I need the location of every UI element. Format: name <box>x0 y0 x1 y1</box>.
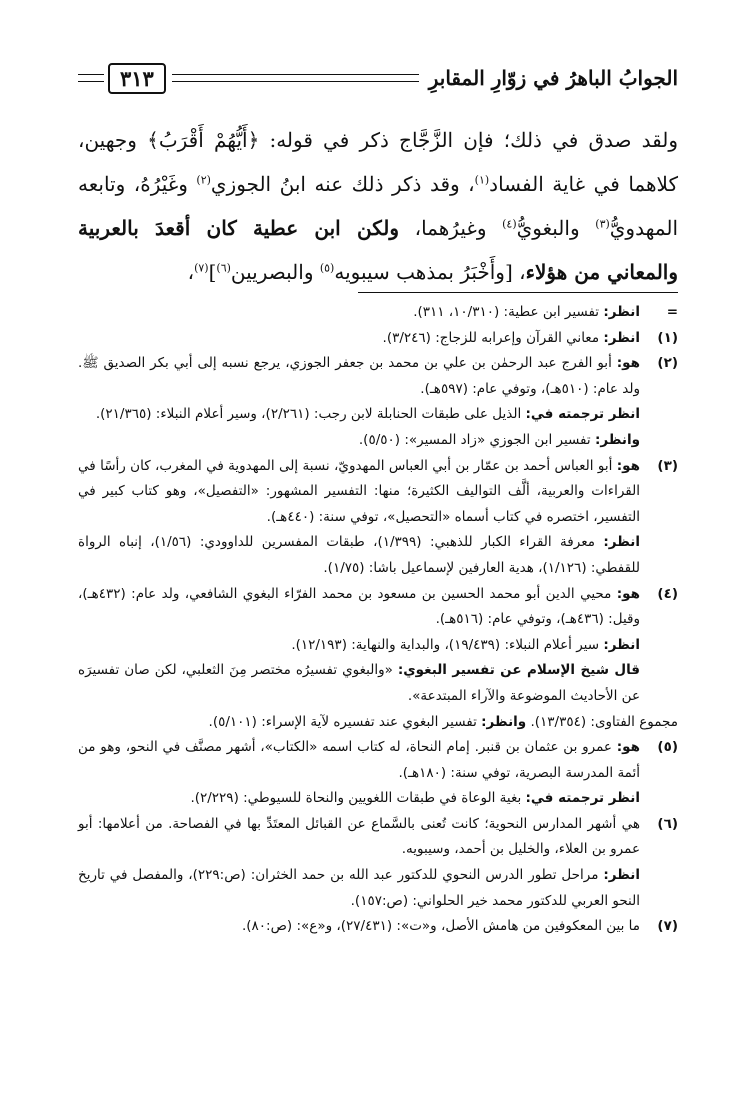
footnote-text: عمرو بن عثمان بن قنبر. إمام النحاة، له كتاب اسمه «الكتاب»، أشهر مصنَّف في النحو، وهو من أئمة المدرسة البصرية، توفي سنة: (١٨٠هـ). <box>78 739 640 781</box>
footnote-label: انظر: <box>603 534 640 551</box>
footnote-label: انظر: <box>603 636 640 653</box>
footnote-label: انظر ترجمته في: <box>525 406 640 423</box>
running-title: الجوابُ الباهرُ في زوّارِ المقابرِ <box>428 66 678 90</box>
main-text-segment: ، وقد ذكر ذلك عنه ابنُ الجوزي <box>210 172 475 196</box>
footnote-number: (٥) <box>657 739 678 756</box>
main-text-segment: وغيرُهما، <box>399 216 503 240</box>
footnote-label: هو: <box>616 739 640 756</box>
footnote-ref[interactable]: (٦) <box>216 261 231 275</box>
main-text-segment: ، <box>187 260 195 284</box>
footnote-label: انظر: <box>603 867 641 884</box>
footnote-text: «والبغوي تفسيرُه مختصر مِنَ الثعلبي، لكن صان تفسيرَه عن الأحاديث الموضوعة والآراء المبتدعة». <box>78 662 640 704</box>
footnote-text: معرفة القراء الكبار للذهبي: (١/٣٩٩)، طبقات المفسرين للداوودي: (١/٥٦)، إنباه الرواة للقفطي: (١/١٢٦)، هدية العارفين لإسماعيل باشا: (١/٧٥). <box>78 534 640 576</box>
footnote-2 <box>78 351 678 453</box>
footnote-number: (٧) <box>657 918 678 935</box>
footnotes <box>78 300 678 940</box>
footnote-ref[interactable]: (١) <box>474 173 490 187</box>
footnote-text: معاني القرآن وإعرابه للزجاج: (٣/٢٤٦). <box>382 329 604 346</box>
footnote-7 <box>78 914 678 940</box>
footnote-number: (٦) <box>657 815 678 832</box>
footnote-body <box>78 914 640 940</box>
footnote-body <box>78 300 640 326</box>
footnote-label: انظر: <box>603 304 640 320</box>
footnote-label: هو: <box>616 355 640 372</box>
footnote-number: (٣) <box>657 457 678 474</box>
footnote-body <box>78 454 640 582</box>
main-text <box>78 118 678 294</box>
footnote-text: بغية الوعاة في طبقات اللغويين والنحاة للسيوطي: (٢/٢٢٩). <box>190 790 526 807</box>
main-text-bold: ولكن ابن عطية كان أقعدَ بالعربية والمعاني من هؤلاء <box>78 216 678 284</box>
footnote-body <box>78 735 640 812</box>
footnote-text: ما بين المعكوفين من هامش الأصل، و«ت»: (٢٧/٤٣١)، و«ع»: (ص:٨٠). <box>241 918 640 935</box>
main-text-segment: والبصريين <box>230 260 320 284</box>
footnote-label: وانظر: <box>594 431 640 448</box>
footnote-ref[interactable]: (٥) <box>319 261 335 275</box>
footnote-body <box>78 710 678 736</box>
footnote-text: محيي الدين أبو محمد الحسين بن مسعود بن محمد الفرّاء البغوي الشافعي، ولد عام: (٤٣٢هـ)، وقيل: (٤٣٦هـ)، وتوفي عام: (٥١٦هـ). <box>78 585 640 628</box>
footnote-4 <box>78 582 678 710</box>
footnote-number: (١) <box>657 329 678 346</box>
header-rule <box>172 74 419 82</box>
footnote-body <box>78 582 640 710</box>
footnote-text: الذيل على طبقات الحنابلة لابن رجب: (٢/٢٦١)، وسير أعلام النبلاء: (٢١/٣٦٥). <box>95 406 526 423</box>
footnote-ref[interactable]: (٧) <box>194 261 209 275</box>
footnote-text: أبو الفرج عبد الرحمٰن بن علي بن محمد بن جعفر الجوزي، يرجع نسبه إلى أبي بكر الصديق ﷺ. ولد عام: (٥١٠هـ)، وتوفي عام: (٥٩٧هـ). <box>78 355 640 397</box>
footnote-body <box>78 351 640 453</box>
footnote-1 <box>78 326 678 352</box>
footnote-label: انظر: <box>603 329 640 346</box>
footnote-number: (٢) <box>657 355 678 372</box>
footnote-label: هو: <box>616 585 640 602</box>
footnote-ref[interactable]: (٣) <box>595 217 610 231</box>
footnote-3 <box>78 454 678 582</box>
footnote-ref[interactable]: (٢) <box>196 173 211 187</box>
footnote-continuation <box>78 300 678 326</box>
main-text-segment: والبغويُّ <box>516 216 596 240</box>
footnote-body <box>78 326 640 352</box>
footnote-6 <box>78 812 678 914</box>
page-header <box>78 58 678 98</box>
page-number: ٣١٣ <box>108 63 166 94</box>
footnote-text: تفسير ابن الجوزي «زاد المسير»: (٥/٥٠). <box>358 431 595 448</box>
footnote-text: تفسير ابن عطية: (١٠/٣١٠، ٣١١). <box>413 304 604 320</box>
main-text-segment: ] <box>208 260 217 284</box>
footnote-text: هي أشهر المدارس النحوية؛ كانت تُعنى بالسَّماع عن القبائل المعتَدِّ بها في الفصاحة. من أعلامها: أبو عمرو بن العلاء، والخليل بن أحمد، وسيبويه. <box>78 815 640 858</box>
footnote-separator <box>358 292 678 293</box>
footnote-label: انظر ترجمته في: <box>525 790 640 807</box>
footnote-label: وانظر: <box>481 713 527 730</box>
footnote-body <box>78 812 640 914</box>
footnote-label: هو: <box>616 457 640 474</box>
main-text-segment: ، [وأَخْبَرُ بمذهب سيبويه <box>334 260 526 284</box>
footnote-4-continuation <box>78 710 678 736</box>
footnote-text: تفسير البغوي عند تفسيره لآية الإسراء: (٥/١٠١). <box>208 713 482 730</box>
header-rule-end <box>78 74 104 82</box>
main-text-segment: وغَيْرُهُ، وتابعه المهدويُّ <box>78 172 679 240</box>
footnote-text: مجموع الفتاوى: (١٣/٣٥٤). <box>526 713 678 730</box>
footnote-ref[interactable]: (٤) <box>502 217 517 231</box>
footnote-text: مراحل تطور الدرس النحوي للدكتور عبد الله بن حمد الخثران: (ص:٢٢٩)، والمفصل في تاريخ النحو العربي للدكتور محمد خير الحلواني: (ص:١٥٧). <box>78 867 640 909</box>
main-text-segment: ولقد صدق في ذلك؛ فإن الزَّجَّاج ذكر في قوله: ﴿أَيُّهُمْ أَقْرَبُ﴾ وجهين، كلاهما في غاية الفساد <box>78 128 678 196</box>
footnote-number: = <box>666 304 678 320</box>
footnote-label: قال شيخ الإسلام عن تفسير البغوي: <box>397 662 641 679</box>
footnote-number: (٤) <box>657 585 678 602</box>
footnote-text: سير أعلام النبلاء: (١٩/٤٣٩)، والبداية والنهاية: (١٢/١٩٣). <box>291 636 604 653</box>
footnote-text: أبو العباس أحمد بن عمّار بن أبي العباس المهدويّ، نسبة إلى المهدوية في المغرب، كان رأسًا في القراءات والعربية، ألَّف التواليف الكثيرة؛ منها: التفسير المشهور: «التفصيل»، وهو كتاب كبير في التفسير، اختصره في كتاب أسماه «التحصيل»، توفي سنة: (٤٤٠هـ). <box>78 457 640 525</box>
footnote-5 <box>78 735 678 812</box>
